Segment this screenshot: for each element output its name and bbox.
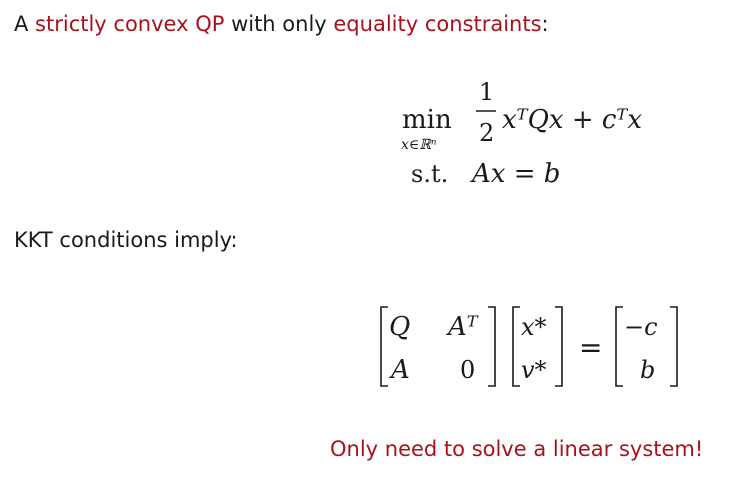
- vector-right-bracket: [555, 307, 562, 386]
- min-domain: x∈ℝⁿ: [401, 137, 437, 153]
- constraint-expression: Ax = b: [472, 159, 561, 189]
- vector-x-star: x*: [521, 313, 547, 341]
- equals-sign: =: [579, 331, 603, 364]
- vector-left-bracket: [513, 307, 520, 386]
- objective-expression: xᵀQx + cᵀx: [502, 105, 643, 135]
- rhs-left-bracket: [616, 307, 623, 386]
- half-numerator: 1: [479, 78, 495, 106]
- matrix-left-bracket: [381, 307, 388, 386]
- subject-to-label: s.t.: [411, 160, 449, 188]
- half-denominator: 2: [479, 119, 495, 147]
- min-operator: min: [402, 105, 452, 135]
- matrix-right-bracket: [488, 307, 495, 386]
- highlight-strictly-convex-qp: strictly convex QP: [35, 12, 225, 36]
- rhs-minus-c: −c: [624, 313, 658, 341]
- kkt-label: KKT conditions imply:: [14, 228, 238, 252]
- rhs-b: b: [640, 356, 656, 384]
- matrix-a-transpose: Aᵀ: [448, 312, 478, 342]
- matrix-a: A: [391, 355, 410, 385]
- matrix-zero: 0: [460, 356, 476, 384]
- intro-mid: with only: [224, 12, 334, 36]
- highlight-equality-constraints: equality constraints: [333, 12, 542, 36]
- matrix-q: Q: [389, 312, 411, 342]
- intro-suffix: :: [541, 12, 549, 36]
- rhs-right-bracket: [670, 307, 677, 386]
- intro-prefix: A: [14, 12, 36, 36]
- conclusion-text: Only need to solve a linear system!: [330, 437, 704, 461]
- vector-v-star: v*: [521, 356, 547, 384]
